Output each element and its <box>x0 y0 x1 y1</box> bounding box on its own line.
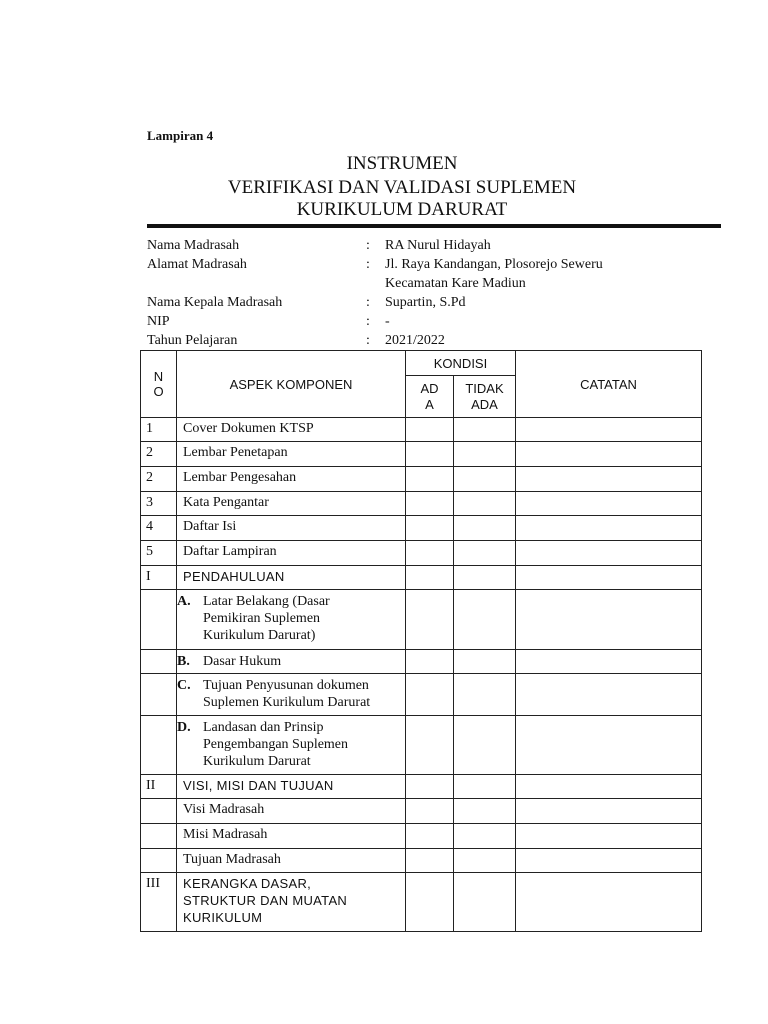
checkbox-tidak-ada[interactable] <box>454 418 516 442</box>
header-no-line2: O <box>153 384 164 399</box>
table-row <box>141 566 702 590</box>
title-divider <box>147 224 721 228</box>
row-aspek: Daftar Isi <box>177 516 406 541</box>
document-subtitle: VERIFIKASI DAN VALIDASI SUPLEMEN <box>227 177 577 198</box>
table-row <box>141 824 702 849</box>
info-colon: : <box>366 257 370 272</box>
checkbox-tidak-ada[interactable] <box>454 775 516 799</box>
header-no-line1: N <box>153 369 164 384</box>
row-no: 5 <box>141 541 177 566</box>
info-value: Supartin, S.Pd <box>385 295 466 310</box>
row-aspek: Cover Dokumen KTSP <box>177 418 406 442</box>
catatan-field[interactable] <box>516 849 702 873</box>
catatan-field[interactable] <box>516 716 702 775</box>
catatan-field[interactable] <box>516 566 702 590</box>
table-row <box>141 650 702 674</box>
checkbox-ada[interactable] <box>406 716 454 775</box>
info-value: Jl. Raya Kandangan, Plosorejo Seweru <box>385 257 603 272</box>
checkbox-tidak-ada[interactable] <box>454 590 516 650</box>
info-value: RA Nurul Hidayah <box>385 238 491 253</box>
header-ada <box>406 376 454 418</box>
row-no <box>141 849 177 873</box>
row-aspek: Lembar Penetapan <box>177 442 406 467</box>
catatan-field[interactable] <box>516 442 702 467</box>
checkbox-ada[interactable] <box>406 775 454 799</box>
sub-text: Landasan dan Prinsip Pengembangan Suplemen Kurikulum Darurat <box>203 720 349 769</box>
info-colon: : <box>366 295 370 310</box>
catatan-field[interactable] <box>516 418 702 442</box>
header-no <box>141 351 177 418</box>
row-no: 2 <box>141 467 177 492</box>
table-row <box>141 492 702 516</box>
checkbox-tidak-ada[interactable] <box>454 716 516 775</box>
row-no: II <box>141 775 177 799</box>
catatan-field[interactable] <box>516 590 702 650</box>
verification-table <box>140 350 702 932</box>
sub-text: Dasar Hukum <box>203 654 282 669</box>
row-no <box>141 590 177 650</box>
checkbox-ada[interactable] <box>406 590 454 650</box>
checkbox-tidak-ada[interactable] <box>454 799 516 824</box>
table-row <box>141 799 702 824</box>
sub-letter: A. <box>177 594 191 609</box>
checkbox-tidak-ada[interactable] <box>454 824 516 849</box>
checkbox-tidak-ada[interactable] <box>454 467 516 492</box>
checkbox-ada[interactable] <box>406 541 454 566</box>
info-label: Tahun Pelajaran <box>147 333 238 348</box>
attachment-label: Lampiran 4 <box>147 128 214 143</box>
checkbox-ada[interactable] <box>406 650 454 674</box>
row-aspek: Visi Madrasah <box>177 799 406 824</box>
table-row <box>141 467 702 492</box>
table-row <box>141 516 702 541</box>
catatan-field[interactable] <box>516 516 702 541</box>
catatan-field[interactable] <box>516 873 702 932</box>
sub-letter: B. <box>177 654 190 669</box>
row-no <box>141 674 177 716</box>
header-kondisi: KONDISI <box>406 351 516 376</box>
row-aspek-sub <box>177 650 406 674</box>
table-row <box>141 590 702 650</box>
catatan-field[interactable] <box>516 824 702 849</box>
info-colon: : <box>366 333 370 348</box>
table-header-row <box>141 351 702 376</box>
document-title: INSTRUMEN <box>346 153 458 174</box>
checkbox-tidak-ada[interactable] <box>454 516 516 541</box>
info-label: Alamat Madrasah <box>147 257 247 272</box>
header-ada-line2: A <box>425 396 434 412</box>
header-tidak-ada <box>454 376 516 418</box>
sub-letter: C. <box>177 678 191 693</box>
table-row <box>141 442 702 467</box>
table-row <box>141 418 702 442</box>
sub-text: Latar Belakang (Dasar Pemikiran Suplemen Kurikulum Darurat) <box>203 594 330 643</box>
info-label: Nama Kepala Madrasah <box>147 295 283 310</box>
table-row <box>141 873 702 932</box>
checkbox-ada[interactable] <box>406 418 454 442</box>
info-value: Kecamatan Kare Madiun <box>385 276 526 291</box>
checkbox-ada[interactable] <box>406 516 454 541</box>
row-no: 4 <box>141 516 177 541</box>
header-aspek: ASPEK KOMPONEN <box>177 351 406 418</box>
checkbox-tidak-ada[interactable] <box>454 492 516 516</box>
checkbox-ada[interactable] <box>406 442 454 467</box>
row-aspek-sub <box>177 716 406 775</box>
catatan-field[interactable] <box>516 799 702 824</box>
table-row <box>141 716 702 775</box>
sub-letter: D. <box>177 720 191 735</box>
info-colon: : <box>366 314 370 329</box>
row-aspek: VISI, MISI DAN TUJUAN <box>177 775 406 799</box>
table-row <box>141 849 702 873</box>
row-no <box>141 716 177 775</box>
checkbox-ada[interactable] <box>406 566 454 590</box>
checkbox-tidak-ada[interactable] <box>454 541 516 566</box>
checkbox-ada[interactable] <box>406 849 454 873</box>
checkbox-ada[interactable] <box>406 799 454 824</box>
row-aspek: Kata Pengantar <box>177 492 406 516</box>
row-no <box>141 824 177 849</box>
catatan-field[interactable] <box>516 674 702 716</box>
checkbox-ada[interactable] <box>406 674 454 716</box>
header-catatan: CATATAN <box>516 351 702 418</box>
header-tidak-line2: ADA <box>471 396 498 412</box>
catatan-field[interactable] <box>516 492 702 516</box>
sub-text: Tujuan Penyusunan dokumen Suplemen Kurikulum Darurat <box>203 678 371 710</box>
checkbox-ada[interactable] <box>406 873 454 932</box>
table-row <box>141 775 702 799</box>
document-subtitle-2: KURIKULUM DARURAT <box>296 199 508 220</box>
info-value: - <box>385 314 390 329</box>
checkbox-tidak-ada[interactable] <box>454 873 516 932</box>
row-no <box>141 650 177 674</box>
row-aspek: KERANGKA DASAR, STRUKTUR DAN MUATAN KURIKULUM <box>177 873 406 932</box>
header-ada-line1: AD <box>420 380 439 396</box>
checkbox-tidak-ada[interactable] <box>454 442 516 467</box>
row-no: 2 <box>141 442 177 467</box>
row-aspek: Daftar Lampiran <box>177 541 406 566</box>
row-aspek: Misi Madrasah <box>177 824 406 849</box>
info-value: 2021/2022 <box>385 333 445 348</box>
row-no: I <box>141 566 177 590</box>
checkbox-tidak-ada[interactable] <box>454 650 516 674</box>
row-aspek: Lembar Pengesahan <box>177 467 406 492</box>
catatan-field[interactable] <box>516 467 702 492</box>
table-row <box>141 674 702 716</box>
checkbox-tidak-ada[interactable] <box>454 849 516 873</box>
checkbox-ada[interactable] <box>406 467 454 492</box>
catatan-field[interactable] <box>516 650 702 674</box>
info-block <box>0 236 768 350</box>
catatan-field[interactable] <box>516 541 702 566</box>
row-no: 3 <box>141 492 177 516</box>
info-label: NIP <box>147 314 170 329</box>
row-no <box>141 799 177 824</box>
catatan-field[interactable] <box>516 775 702 799</box>
row-aspek-sub <box>177 590 406 650</box>
checkbox-ada[interactable] <box>406 492 454 516</box>
checkbox-tidak-ada[interactable] <box>454 566 516 590</box>
row-aspek: PENDAHULUAN <box>177 566 406 590</box>
header-tidak-line1: TIDAK <box>465 380 504 396</box>
row-no: 1 <box>141 418 177 442</box>
table-row <box>141 541 702 566</box>
row-aspek: Tujuan Madrasah <box>177 849 406 873</box>
checkbox-ada[interactable] <box>406 824 454 849</box>
info-colon: : <box>366 238 370 253</box>
row-no: III <box>141 873 177 932</box>
info-label: Nama Madrasah <box>147 238 240 253</box>
row-aspek-sub <box>177 674 406 716</box>
checkbox-tidak-ada[interactable] <box>454 674 516 716</box>
